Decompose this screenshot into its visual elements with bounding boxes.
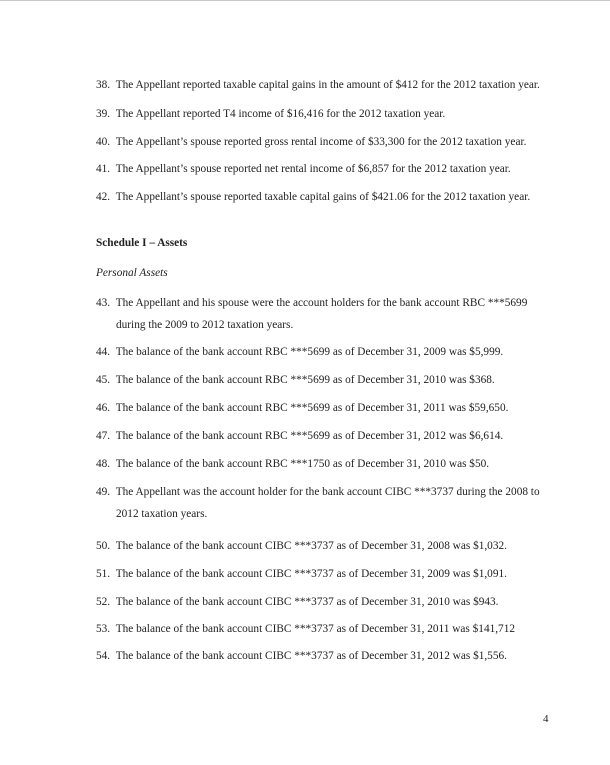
paragraph-43: 43. The Appellant and his spouse were the account holders for the bank account RBC ***5699 (96, 297, 528, 309)
paragraph-39: 39. The Appellant reported T4 income of $16,416 for the 2012 taxation year. (96, 108, 446, 120)
paragraph-40: 40. The Appellant’s spouse reported gross rental income of $33,300 for the 2012 taxation year. (96, 136, 527, 148)
paragraph-49-continuation: 2012 taxation years. (116, 508, 208, 520)
paragraph-48: 48. The balance of the bank account RBC ***1750 as of December 31, 2010 was $50. (96, 458, 490, 470)
paragraph-47: 47. The balance of the bank account RBC ***5699 as of December 31, 2012 was $6,614. (96, 430, 504, 442)
paragraph-45: 45. The balance of the bank account RBC ***5699 as of December 31, 2010 was $368. (96, 374, 495, 386)
paragraph-50: 50. The balance of the bank account CIBC ***3737 as of December 31, 2008 was $1,032. (96, 540, 507, 552)
page-number: 4 (543, 713, 549, 725)
paragraph-38: 38. The Appellant reported taxable capital gains in the amount of $412 for the 2012 taxation year. (96, 79, 540, 91)
schedule-heading: Schedule I – Assets (96, 237, 188, 249)
paragraph-53: 53. The balance of the bank account CIBC ***3737 as of December 31, 2011 was $141,712 (96, 623, 516, 635)
paragraph-41: 41. The Appellant’s spouse reported net rental income of $6,857 for the 2012 taxation year. (96, 163, 511, 175)
paragraph-46: 46. The balance of the bank account RBC ***5699 as of December 31, 2011 was $59,650. (96, 402, 509, 414)
paragraph-42: 42. The Appellant’s spouse reported taxable capital gains of $421.06 for the 2012 taxation year. (96, 191, 531, 203)
paragraph-54: 54. The balance of the bank account CIBC ***3737 as of December 31, 2012 was $1,556. (96, 650, 507, 662)
personal-assets-heading: Personal Assets (96, 267, 168, 279)
paragraph-44: 44. The balance of the bank account RBC ***5699 as of December 31, 2009 was $5,999. (96, 346, 504, 358)
paragraph-52: 52. The balance of the bank account CIBC ***3737 as of December 31, 2010 was $943. (96, 596, 499, 608)
paragraph-51: 51. The balance of the bank account CIBC ***3737 as of December 31, 2009 was $1,091. (96, 568, 507, 580)
paragraph-43-continuation: during the 2009 to 2012 taxation years. (116, 319, 294, 331)
paragraph-49: 49. The Appellant was the account holder for the bank account CIBC ***3737 during the 2008 to (96, 486, 540, 498)
